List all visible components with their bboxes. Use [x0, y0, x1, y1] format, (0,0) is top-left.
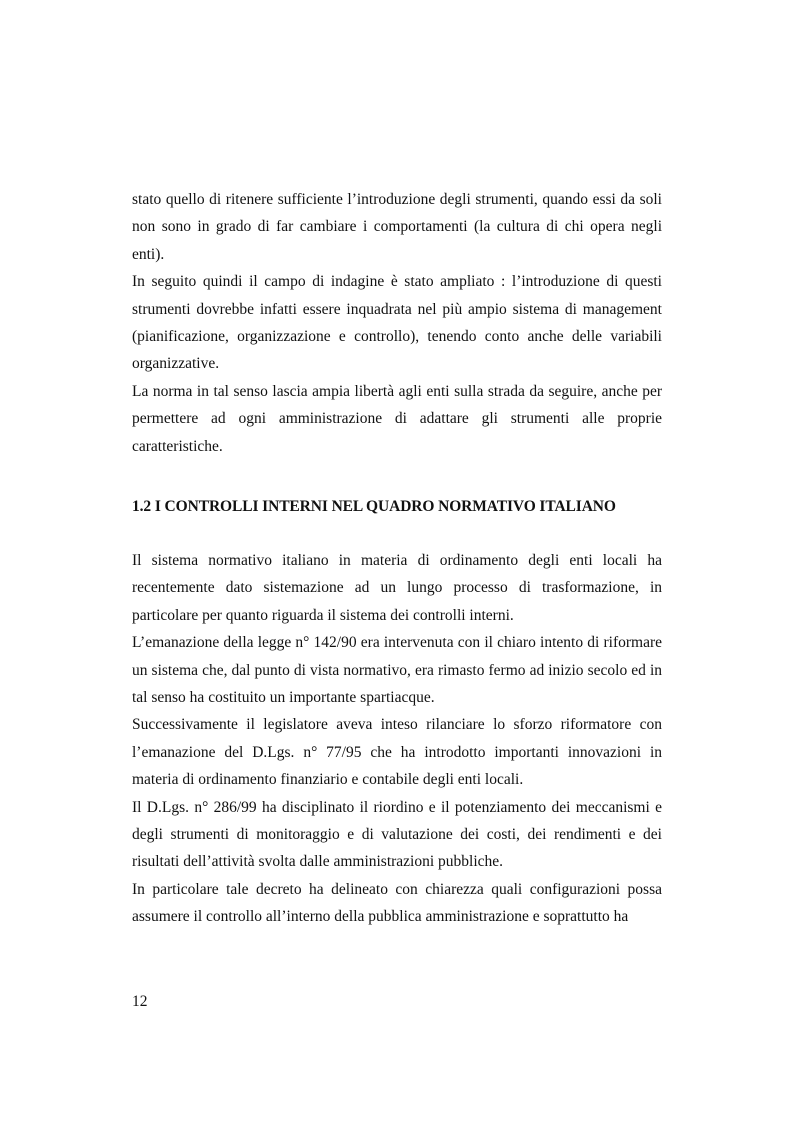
intro-text-block: [132, 186, 662, 460]
paragraph: La norma in tal senso lascia ampia libertà agli enti sulla strada da seguire, anche per permettere ad ogni amministrazione di adattare gli strumenti alle proprie caratteristiche.: [132, 382, 662, 455]
paragraph: Il D.Lgs. n° 286/99 ha disciplinato il riordino e il potenziamento dei meccanismi e degli strumenti di monitoraggio e di valutazione dei costi, dei rendimenti e dei risultati dell’attività svolta dalle amministrazioni pubbliche.: [132, 798, 662, 871]
paragraph: L’emanazione della legge n° 142/90 era intervenuta con il chiaro intento di riformare un sistema che, dal punto di vista normativo, era rimasto fermo ad inizio secolo ed in tal senso ha costituito un importante spartiacque.: [132, 634, 662, 707]
paragraph: Il sistema normativo italiano in materia di ordinamento degli enti locali ha recentemente dato sistemazione ad un lungo processo di trasformazione, in particolare per quanto riguarda il sistema dei controlli interni.: [132, 552, 662, 624]
paragraph: In seguito quindi il campo di indagine è stato ampliato : l’introduzione di questi strumenti dovrebbe infatti essere inquadrata nel più ampio sistema di management (pianificazione, organizzazione e controllo), tenendo conto anche delle variabili organizzative.: [132, 273, 662, 373]
paragraph: In particolare tale decreto ha delineato con chiarezza quali configurazioni possa assumere il controllo all’interno della pubblica amministrazione e soprattutto ha: [132, 880, 662, 926]
body-text-block: [132, 547, 662, 931]
page-number: 12: [132, 993, 148, 1010]
section-heading-container: [132, 493, 662, 520]
section-heading: 1.2 I CONTROLLI INTERNI NEL QUADRO NORMATIVO ITALIANO: [132, 498, 616, 515]
paragraph: Successivamente il legislatore aveva inteso rilanciare lo sforzo riformatore con l’emanazione del D.Lgs. n° 77/95 che ha introdotto importanti innovazioni in materia di ordinamento finanziario e contabile degli enti locali.: [132, 716, 662, 789]
paragraph: stato quello di ritenere sufficiente l’introduzione degli strumenti, quando essi da soli non sono in grado di far cambiare i comportamenti (la cultura di chi opera negli enti).: [132, 191, 662, 263]
